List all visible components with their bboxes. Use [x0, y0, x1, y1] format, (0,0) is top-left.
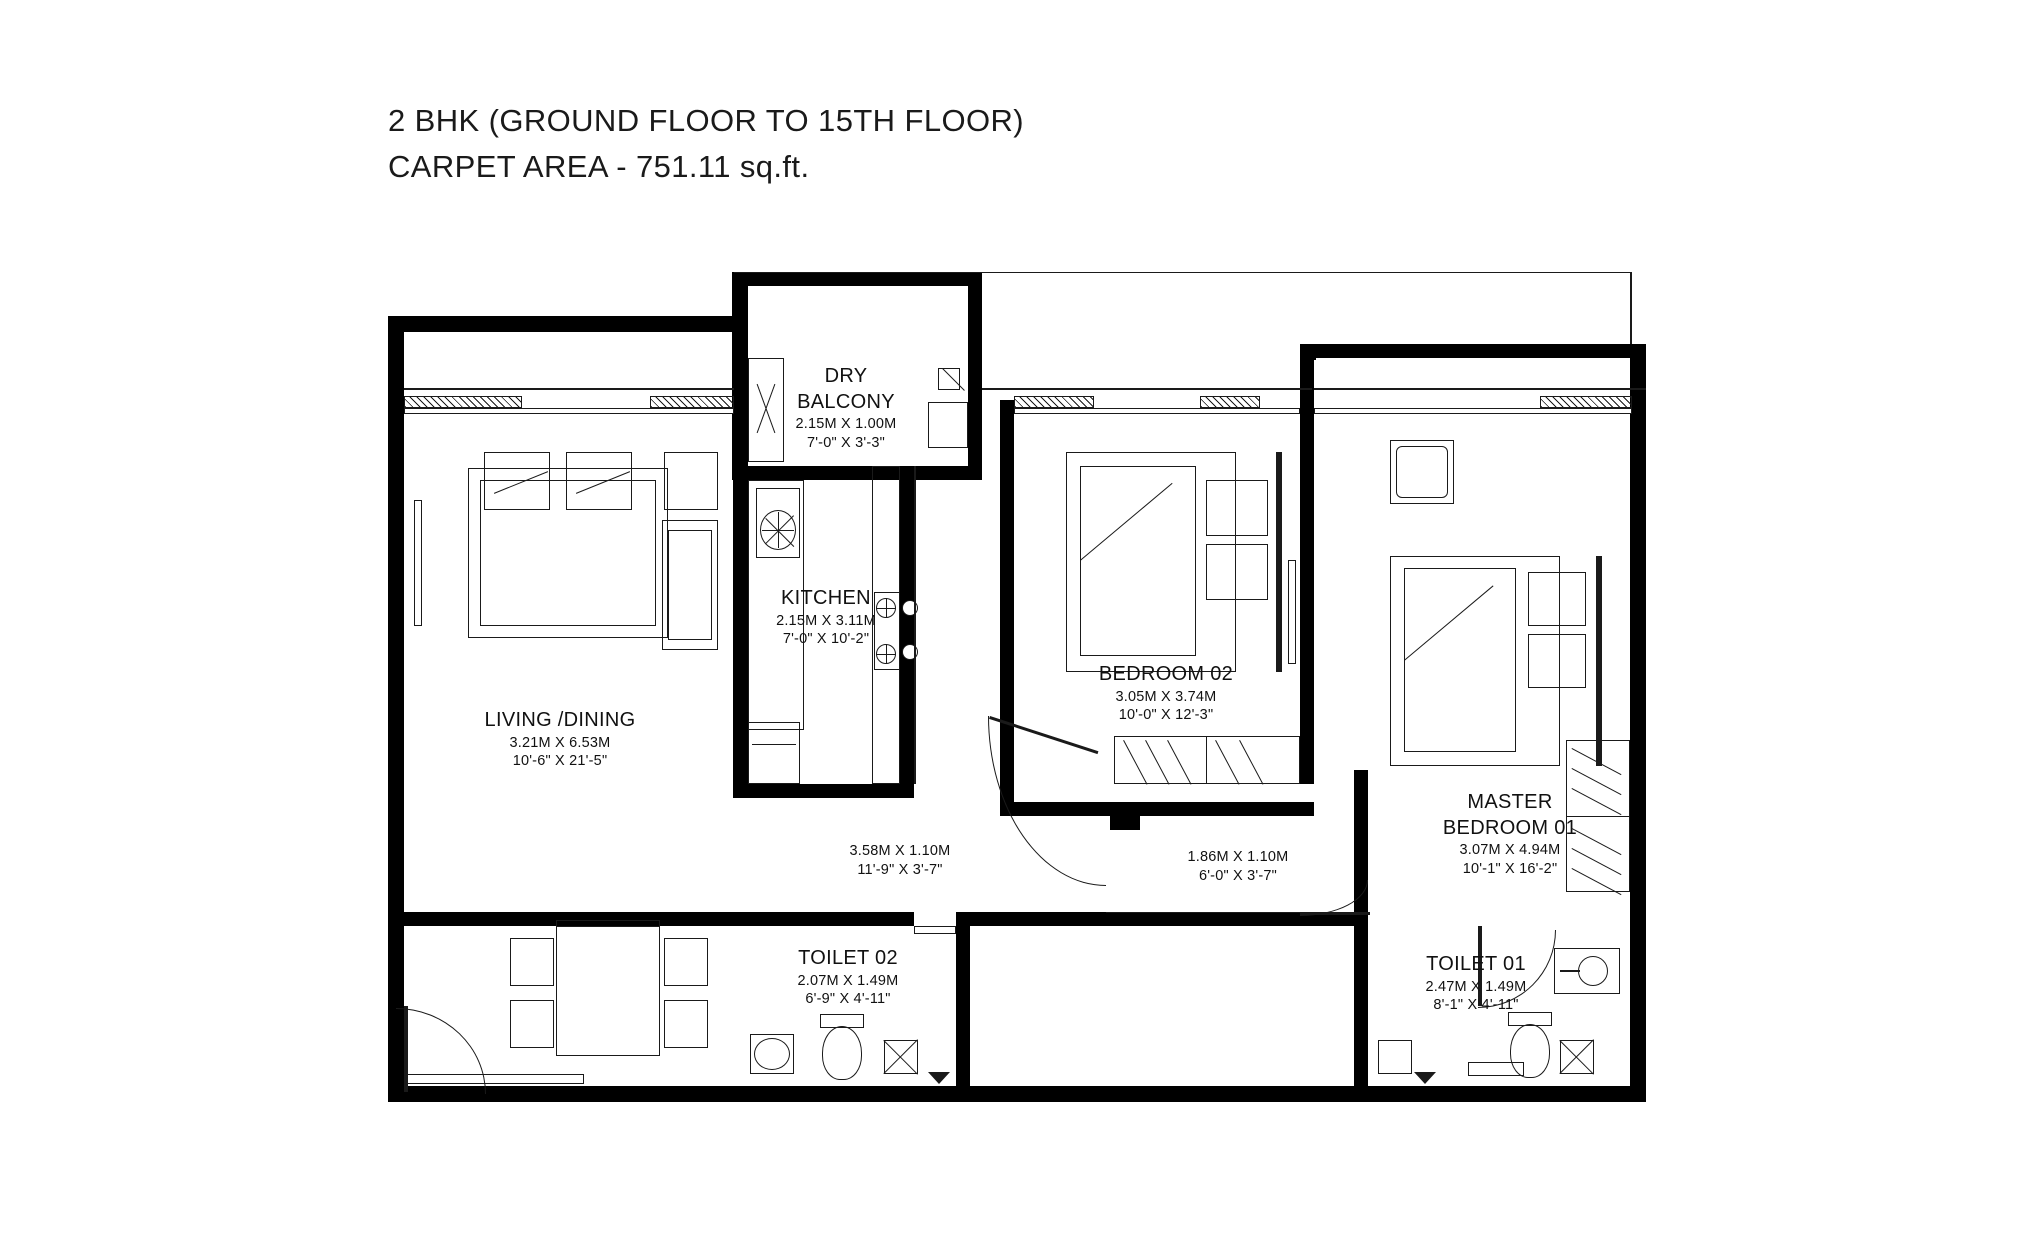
ref-line-passage — [1106, 912, 1356, 913]
toilet01-floor-drain — [1414, 1072, 1436, 1084]
wall-dry-balcony-right — [968, 272, 982, 472]
room-label-dry-balcony: DRY BALCONY 2.15M X 1.00M 7'-0" X 3'-3" — [795, 365, 897, 451]
bedroom02-pillow-2 — [1206, 544, 1268, 600]
room-label-kitchen: KITCHEN 2.15M X 3.11M 7'-0" X 10'-2" — [776, 587, 876, 648]
window-living-top-2 — [650, 396, 734, 408]
page-title: 2 BHK (GROUND FLOOR TO 15TH FLOOR) — [388, 103, 1024, 138]
room-label-toilet02: TOILET 02 2.07M X 1.49M 6'-9" X 4'-11" — [797, 947, 899, 1008]
dining-chair-3 — [664, 938, 708, 986]
hob-cross-4 — [876, 654, 896, 655]
ref-line-top-right-h — [734, 272, 1632, 273]
toilet02-wc — [822, 1026, 862, 1080]
kitchen-fridge-line — [752, 744, 796, 745]
armchair-2 — [566, 452, 632, 510]
window-living-top-1 — [404, 396, 522, 408]
window-bedroom02-right — [1288, 560, 1296, 664]
window-sill-living-top — [404, 388, 734, 390]
bedroom02-headboard — [1276, 452, 1282, 672]
wall-bedroom02-stub — [1110, 816, 1140, 830]
wall-exterior-bottom — [388, 1086, 1646, 1102]
carpet-area-text: CARPET AREA - 751.11 sq.ft. — [388, 149, 810, 184]
wall-toilet02-right — [956, 912, 970, 1086]
room-label-bedroom02: BEDROOM 02 3.05M X 3.74M 10'-0" X 12'-3" — [1098, 663, 1234, 724]
dining-chair-1 — [510, 938, 554, 986]
passage-inner-dimension: 1.86M X 1.10M 6'-0" X 3'-7" — [1187, 849, 1289, 884]
window-bedroom02-top-2 — [1200, 396, 1260, 408]
master-pillow-1 — [1528, 572, 1586, 626]
balcony-glazing-top — [404, 408, 734, 414]
wall-dry-balcony-bottom — [748, 466, 982, 480]
dining-chair-4 — [664, 1000, 708, 1048]
room-label-master-bedroom: MASTER BEDROOM 01 3.07M X 4.94M 10'-1" X 16'-2" — [1442, 791, 1578, 877]
wall-kitchen-bottom — [733, 784, 914, 798]
bedroom02-pillow-1 — [1206, 480, 1268, 536]
window-living-left — [414, 500, 422, 626]
bedroom02-glazing-top — [1014, 408, 1300, 414]
wall-exterior-right — [1630, 344, 1646, 1102]
wall-top-left — [388, 316, 733, 332]
toilet02-cistern — [820, 1014, 864, 1028]
bedroom02-wardrobe-div — [1206, 736, 1207, 784]
master-glazing-top — [1314, 408, 1632, 414]
plan-title-block — [388, 98, 1024, 190]
dining-table-edge — [556, 926, 660, 927]
wall-toilet01-left — [1354, 912, 1368, 1086]
master-mattress — [1404, 568, 1516, 752]
toilet01-tile-left — [1378, 1040, 1412, 1074]
armchair-1 — [484, 452, 550, 510]
window-bedroom02-top — [1014, 396, 1094, 408]
room-label-living-dining: LIVING /DINING 3.21M X 6.53M 10'-6" X 21'-5" — [484, 709, 636, 770]
kitchen-fridge — [748, 722, 800, 784]
window-sill-master — [1314, 388, 1646, 390]
master-side-table — [1390, 440, 1454, 504]
passage-main-dimension: 3.58M X 1.10M 11'-9" X 3'-7" — [849, 843, 951, 878]
toilet01-counter — [1468, 1062, 1524, 1076]
window-master-top — [1540, 396, 1632, 408]
side-table — [664, 452, 718, 510]
bedroom02-mattress — [1080, 466, 1196, 656]
dining-table — [556, 920, 660, 1056]
toilet02-door-strip — [914, 926, 956, 934]
master-pillow-2 — [1528, 634, 1586, 688]
tv-unit-inner — [668, 530, 712, 640]
dining-chair-2 — [510, 1000, 554, 1048]
room-label-toilet01: TOILET 01 2.47M X 1.49M 8'-1" X 4'-11" — [1425, 953, 1527, 1014]
master-headboard — [1596, 556, 1602, 766]
wall-dry-balcony-top — [732, 272, 982, 286]
ref-line-top-right — [1630, 272, 1632, 344]
window-sill-bedroom02 — [982, 388, 1312, 390]
entry-threshold — [404, 1074, 584, 1084]
wall-top-right — [1300, 344, 1630, 358]
toilet02-washbasin — [754, 1038, 790, 1070]
toilet02-floor-drain — [928, 1072, 950, 1084]
wall-passage-bottom-left — [733, 912, 914, 926]
